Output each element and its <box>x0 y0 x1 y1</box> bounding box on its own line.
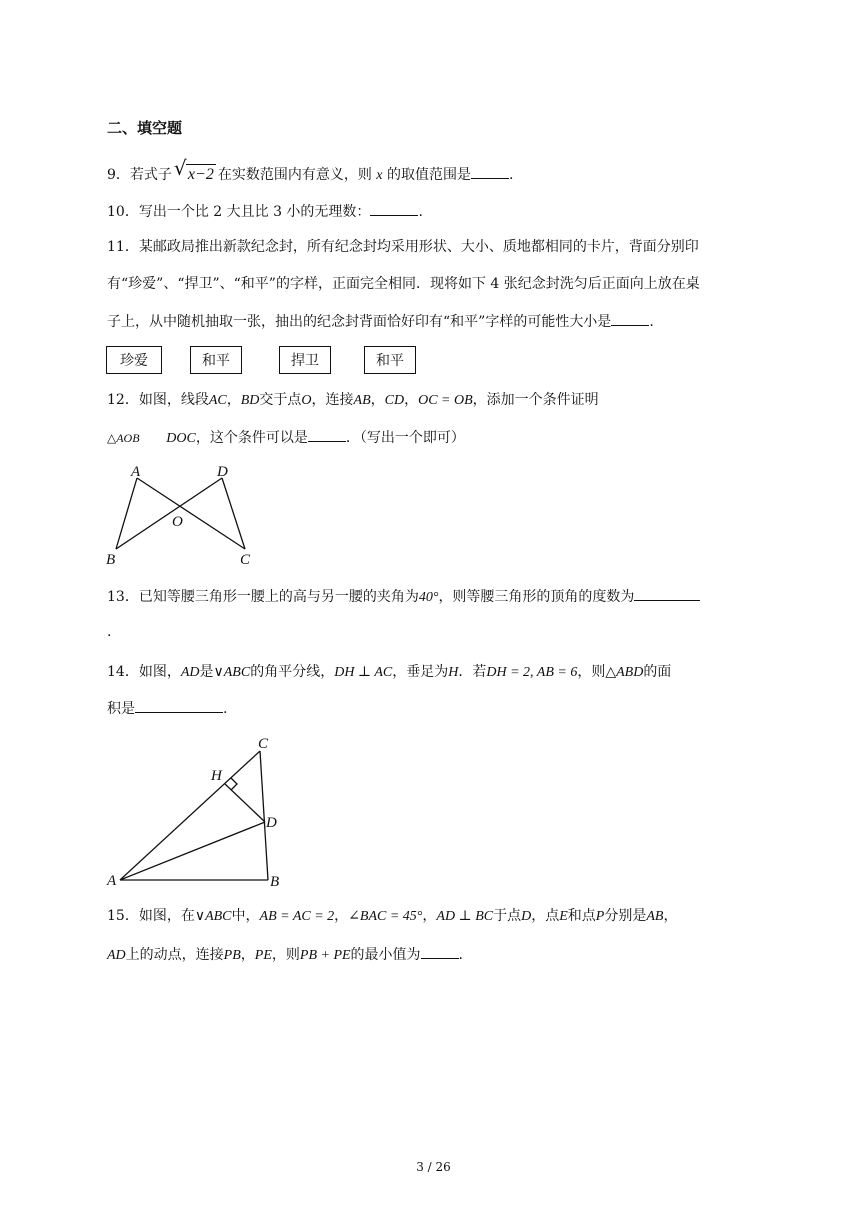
question-13-end: . <box>107 624 112 640</box>
answer-blank-9[interactable] <box>471 164 509 179</box>
label-B: B <box>106 552 116 568</box>
answer-blank-13[interactable] <box>634 586 700 601</box>
label-A: A <box>107 873 117 889</box>
question-10: 10．写出一个比 2 大且比 3 小的无理数： . <box>107 201 423 222</box>
sqrt-expression: √ x−2 <box>173 156 214 183</box>
question-14-line-1: 14．如图，AD是∨ABC的角平分线，DH ⊥ AC，垂足为H．若DH = 2, AB = 6，则△ABD的面 <box>107 664 672 680</box>
question-12-line-2: △AOB DOC，这个条件可以是 ．（写出一个即可） <box>107 427 465 449</box>
label-C: C <box>258 736 269 752</box>
answer-blank-15[interactable] <box>421 944 459 959</box>
card-2: 和平 <box>190 346 242 374</box>
question-15-line-1: 15．如图，在∨ABC中，AB = AC = 2，∠BAC = 45°，AD ⊥ BC于点D，点E和点P分别是AB， <box>107 908 678 924</box>
card-4: 和平 <box>364 346 416 374</box>
question-11-line-2: 有“珍爱”、“捍卫”、“和平”的字样，正面完全相同．现将如下 4 张纪念封洗匀后正面向上放在桌 <box>107 276 700 292</box>
segment-DB <box>116 478 222 549</box>
segment-AD <box>120 822 265 880</box>
question-11-line-1: 11．某邮政局推出新款纪念封，所有纪念封均采用形状、大小、质地都相同的卡片，背面分别印 <box>107 239 699 255</box>
question-11-line-3: 子上，从中随机抽取一张，抽出的纪念封背面恰好印有“和平”字样的可能性大小是 . <box>107 311 654 332</box>
page-number: 3 / 26 <box>416 1160 451 1174</box>
figure-14 <box>100 730 300 892</box>
right-angle-mark <box>231 778 237 790</box>
question-14-line-2: 积是 . <box>107 698 227 719</box>
label-D: D <box>266 815 277 831</box>
question-9: 9．若式子 √ x−2 在实数范围内有意义，则 x 的取值范围是 . <box>107 156 514 183</box>
label-C: C <box>240 552 251 568</box>
label-B: B <box>270 874 280 890</box>
segment-AC <box>137 478 245 549</box>
answer-blank-12[interactable] <box>308 427 346 442</box>
answer-blank-11[interactable] <box>611 311 649 326</box>
section-title: 二、填空题 <box>107 119 183 137</box>
card-3: 捍卫 <box>279 346 331 374</box>
question-12-line-1: 12．如图，线段AC，BD交于点O，连接AB，CD，OC = OB，添加一个条件证明 <box>107 392 599 408</box>
segment-AB <box>116 478 137 549</box>
figure-12 <box>100 458 270 570</box>
question-15-line-2: AD上的动点，连接PB，PE，则PB + PE的最小值为 . <box>107 944 463 966</box>
answer-blank-14[interactable] <box>135 698 223 713</box>
segment-DC <box>222 478 245 549</box>
question-13: 13．已知等腰三角形一腰上的高与另一腰的夹角为40°，则等腰三角形的顶角的度数为 <box>107 586 700 608</box>
answer-blank-10[interactable] <box>370 201 418 216</box>
label-H: H <box>211 768 222 784</box>
segment-AC <box>120 751 260 880</box>
card-1: 珍爱 <box>106 346 162 374</box>
label-O: O <box>172 514 183 530</box>
label-A: A <box>131 464 141 480</box>
label-D: D <box>217 464 228 480</box>
